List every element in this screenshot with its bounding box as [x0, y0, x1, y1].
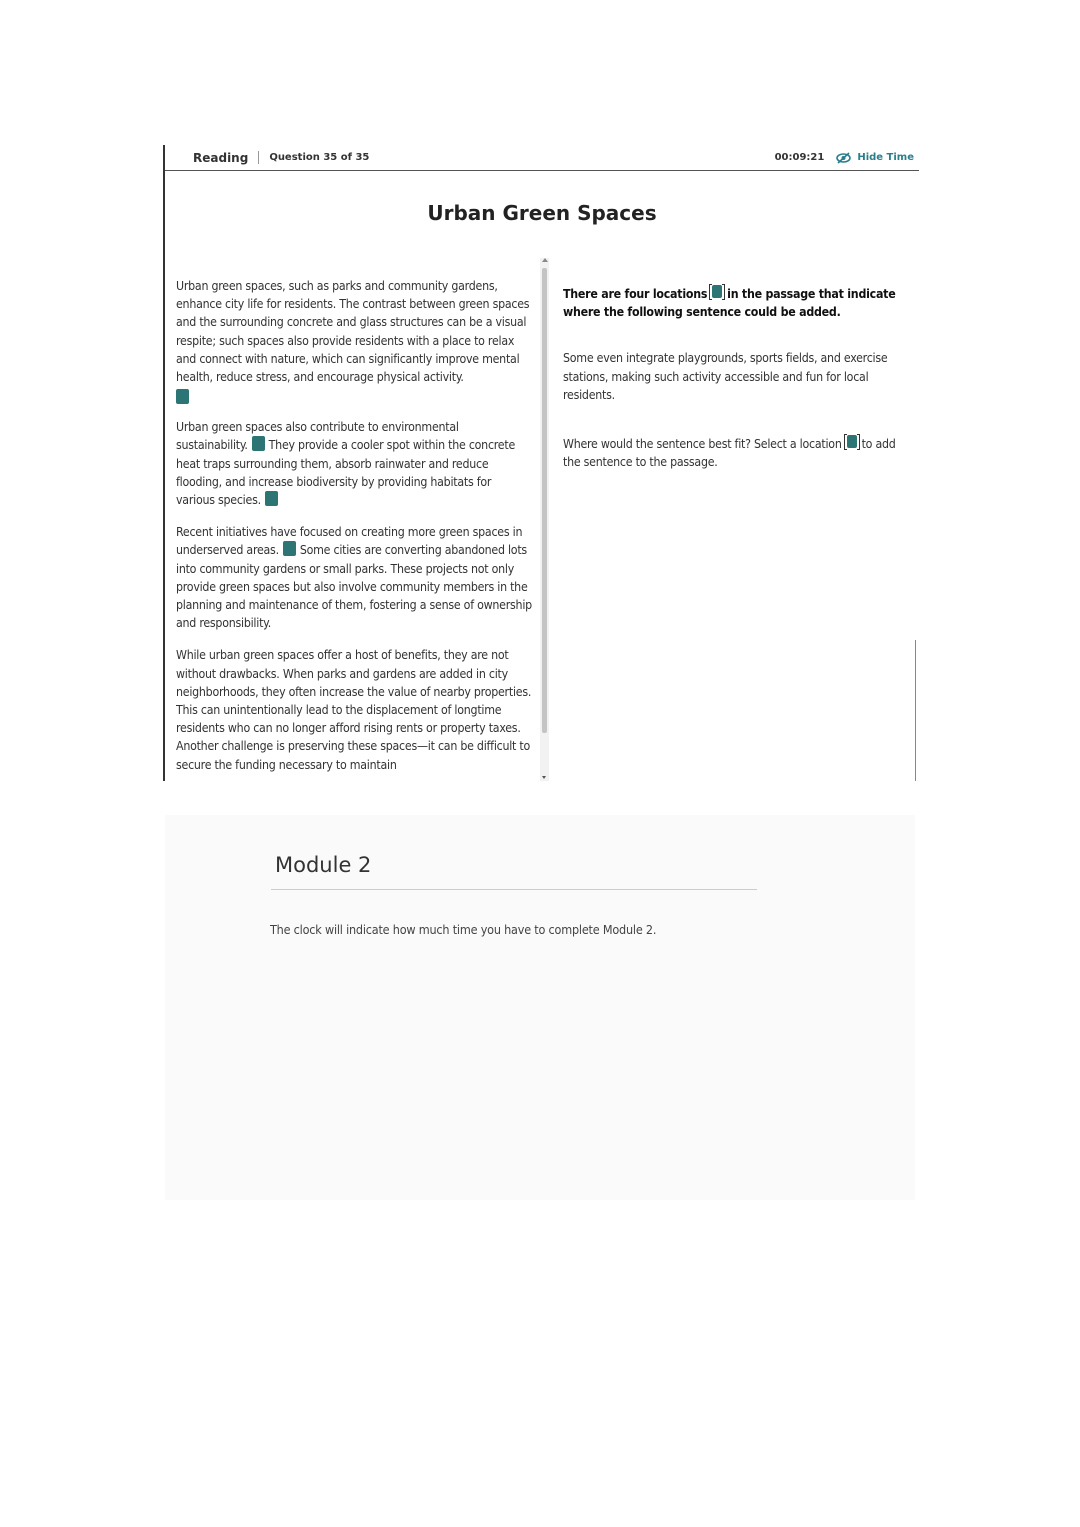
passage-paragraph — [176, 646, 532, 773]
location-marker-1[interactable] — [176, 389, 189, 404]
location-marker-3[interactable] — [265, 491, 278, 506]
passage-title: Urban Green Spaces — [427, 201, 657, 225]
divider — [271, 889, 757, 890]
divider — [915, 640, 916, 781]
location-marker-4[interactable] — [283, 541, 296, 556]
passage-paragraph — [176, 277, 532, 404]
location-icon — [844, 434, 860, 450]
instruction-text: in the passage that indicate where the following sentence could be added. — [563, 287, 896, 320]
module-text: The clock will indicate how much time you have to complete Module 2. — [270, 922, 657, 937]
paragraph-text: Urban green spaces, such as parks and community gardens, enhance city life for residents. The contrast between green spaces and the surrounding concrete and glass structures can be a visual respite; such spaces also provide residents with a place to relax and connect with nature, which can significantly improve mental health, reduce stress, and encourage physical activity. — [176, 279, 530, 385]
question-prompt — [563, 434, 913, 471]
passage-pane[interactable] — [176, 277, 532, 781]
scroll-down-arrow-icon[interactable] — [542, 776, 546, 779]
timer: 00:09:21 — [774, 152, 825, 163]
timer-area — [775, 152, 914, 164]
prompt-text: Where would the sentence best fit? Select a location — [563, 437, 842, 452]
hide-time-label: Hide Time — [857, 152, 914, 163]
paragraph-text: While urban green spaces offer a host of benefits, they are not without drawbacks. When parks and gardens are added in city neighborhoods, they often increase the value of nearby properties. This can unintentionally lead to the displacement of longtime residents who can no longer afford rising rents or property taxes. Another challenge is preserving these spaces—it can be difficult to secure the funding necessary to maintain — [176, 648, 532, 772]
passage-paragraph — [176, 418, 532, 509]
module-title: Module 2 — [275, 853, 372, 877]
paragraph-text: They provide a cooler spot within the concrete heat traps surrounding them, absorb rainwater and reduce flooding, and increase biodiversity by providing habitats for various species. — [176, 438, 516, 508]
passage-paragraph — [176, 523, 532, 632]
question-counter: Question 35 of 35 — [269, 152, 370, 163]
test-window — [163, 145, 919, 781]
location-icon — [709, 284, 725, 300]
eye-slash-icon — [836, 152, 851, 164]
paragraph-text: Recent initiatives have focused on creating more green spaces in underserved areas. — [176, 525, 523, 558]
location-marker-2[interactable] — [252, 436, 265, 451]
divider — [258, 151, 259, 164]
instruction-text: There are four locations — [563, 287, 708, 301]
top-bar — [165, 145, 919, 171]
passage-scrollbar[interactable] — [540, 258, 549, 781]
question-pane — [563, 284, 913, 471]
hide-time-button[interactable] — [836, 152, 914, 164]
paragraph-text: Some cities are converting abandoned lots into community gardens or small parks. These projects not only provide green spaces but also involve community members in the planning and maintenance of them, fostering a sense of ownership and responsibility. — [176, 543, 532, 631]
section-label: Reading — [193, 150, 249, 165]
scroll-thumb[interactable] — [542, 268, 547, 733]
question-instruction — [563, 284, 913, 321]
sentence-to-insert: Some even integrate playgrounds, sports fields, and exercise stations, making such activity accessible and fun for local residents. — [563, 351, 888, 402]
module-panel — [165, 815, 915, 1200]
prompt-text: to add the sentence to the passage. — [563, 437, 896, 470]
scroll-up-arrow-icon[interactable] — [542, 258, 548, 262]
paragraph-text: Urban green spaces also contribute to environmental sustainability. — [176, 420, 459, 453]
